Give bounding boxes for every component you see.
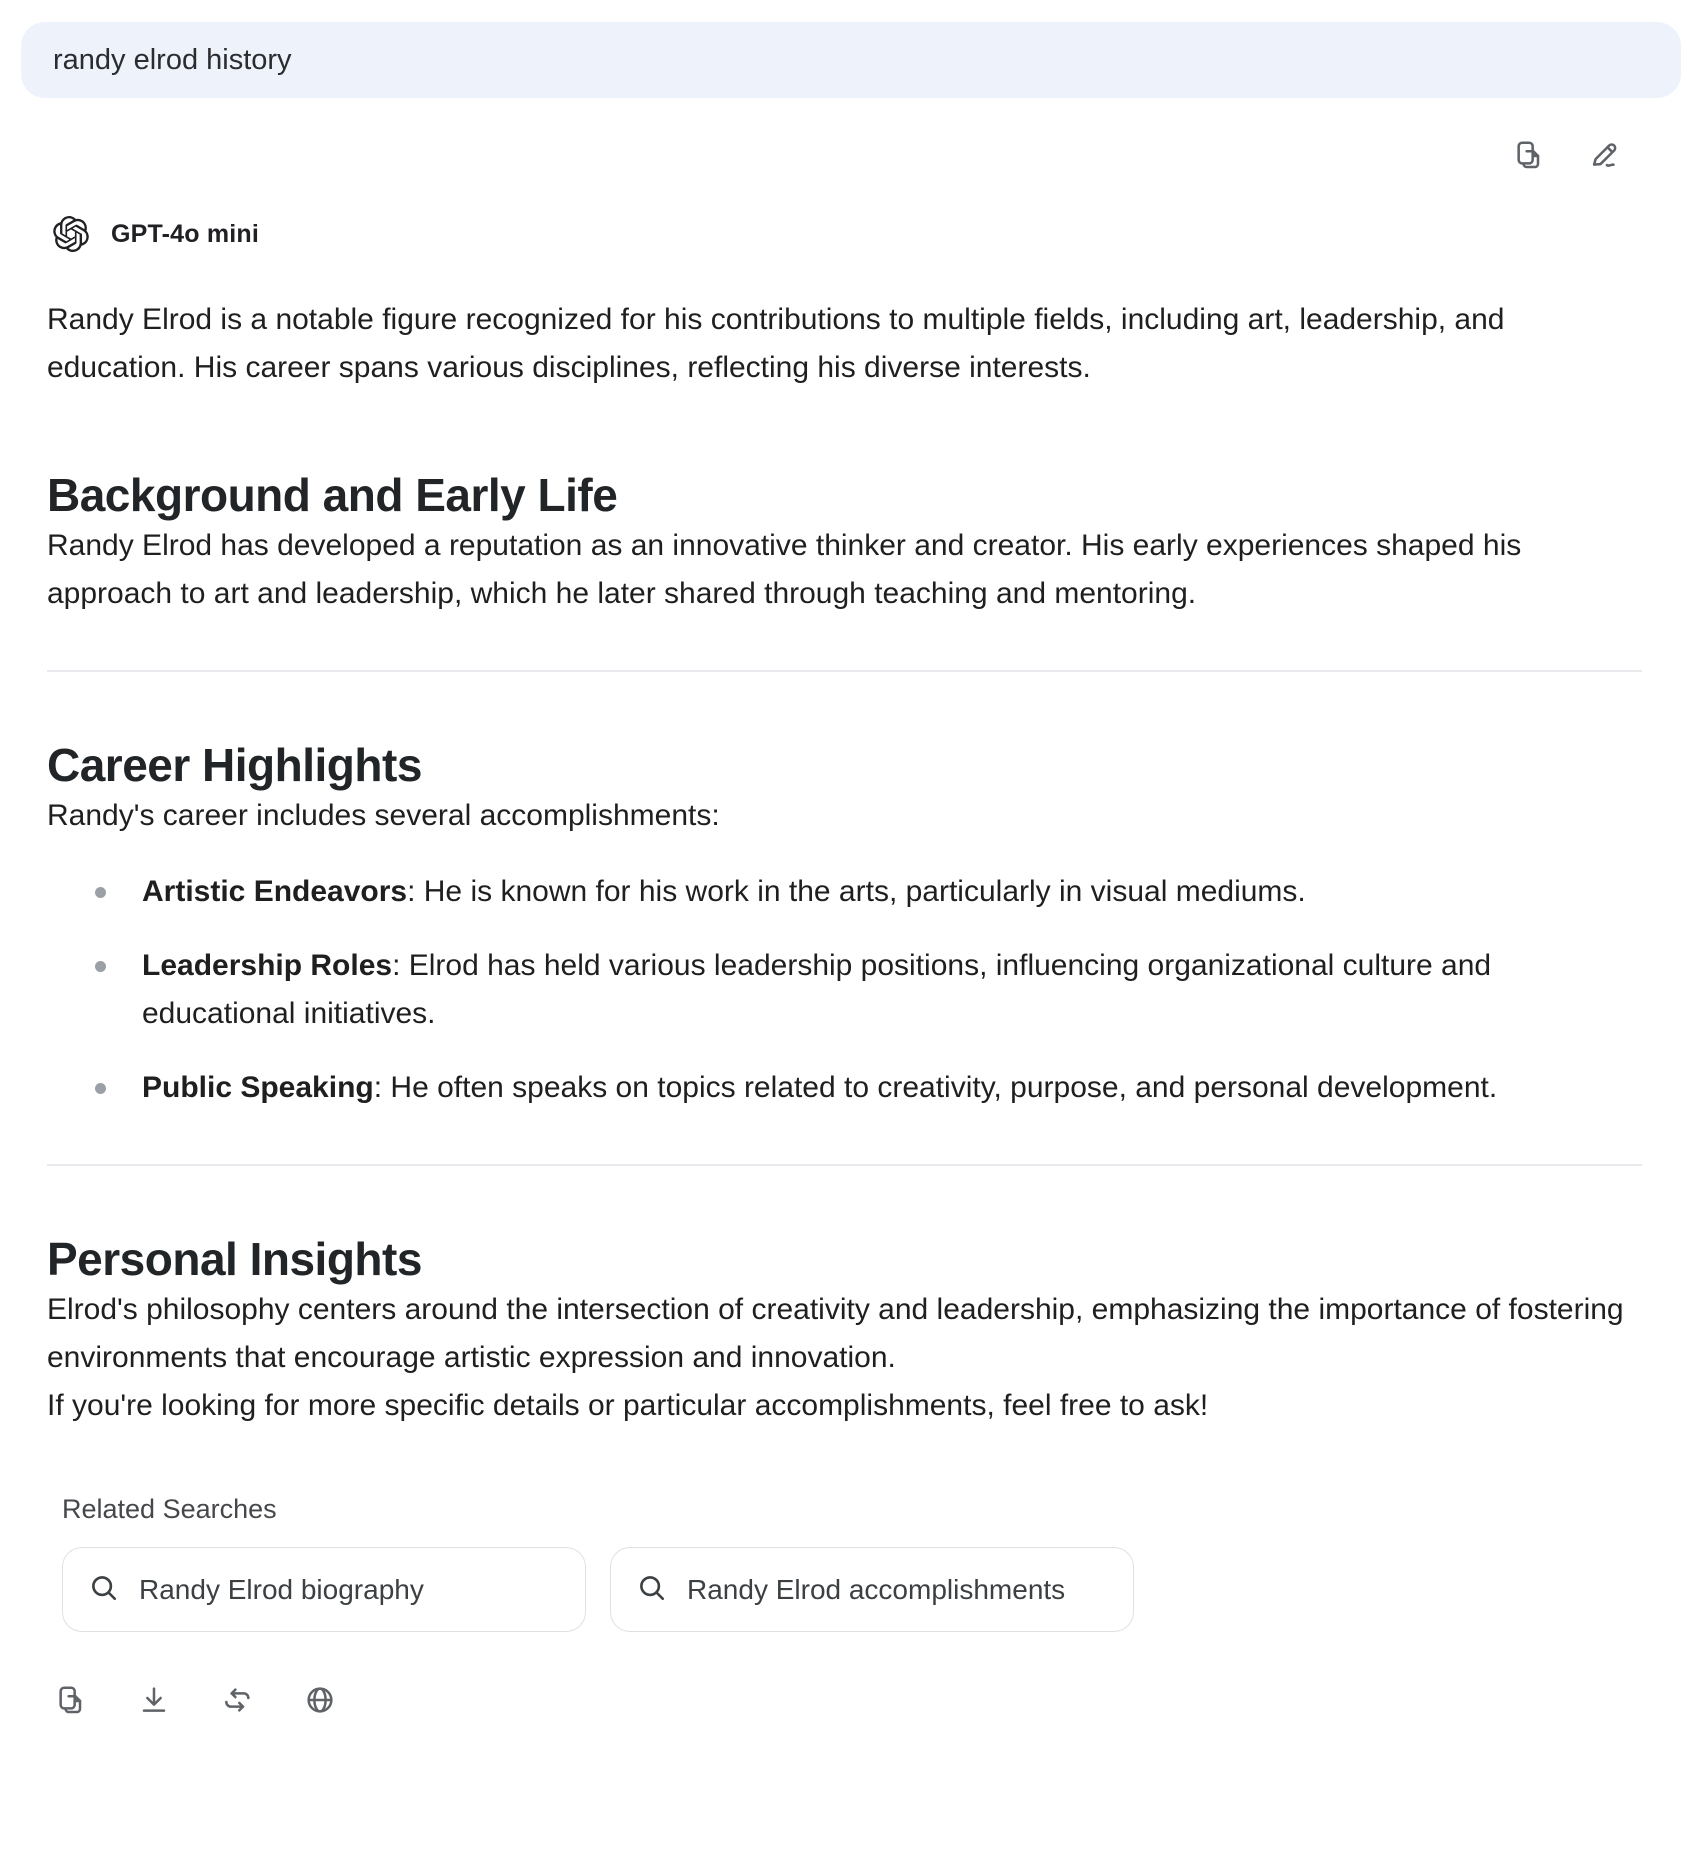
download-icon — [138, 1704, 170, 1719]
intro-paragraph: Randy Elrod is a notable figure recognized for his contributions to multiple fields, including art, leadership, and education. His career spans various disciplines, reflecting his diverse interests. — [47, 303, 1505, 384]
model-name: GPT-4o mini — [111, 219, 260, 248]
career-bullet-list — [47, 868, 1642, 1112]
section-heading-insights: Personal Insights — [47, 1233, 422, 1285]
globe-icon — [304, 1704, 336, 1719]
download-button[interactable] — [138, 1684, 170, 1716]
list-item — [47, 942, 1642, 1038]
regenerate-button[interactable] — [220, 1684, 254, 1716]
search-icon — [637, 1573, 667, 1606]
related-search-chip-biography[interactable] — [62, 1547, 586, 1632]
related-searches-label: Related Searches — [62, 1494, 277, 1524]
closing-paragraph: If you're looking for more specific details or particular accomplishments, feel free to ask! — [47, 1389, 1209, 1422]
section-heading-career: Career Highlights — [47, 739, 422, 791]
copy-response-button[interactable] — [56, 1684, 88, 1716]
career-lead: Randy's career includes several accomplishments: — [47, 799, 720, 832]
list-item — [47, 1064, 1642, 1112]
edit-icon — [1588, 159, 1620, 174]
chip-label: Randy Elrod biography — [139, 1573, 424, 1605]
bullet-label: Artistic Endeavors — [142, 875, 408, 908]
related-searches — [62, 1494, 1702, 1632]
bullet-text: : He is known for his work in the arts, particularly in visual mediums. — [407, 875, 1306, 908]
repeat-icon — [220, 1704, 254, 1719]
copy-icon — [56, 1704, 88, 1719]
list-item — [47, 868, 1642, 916]
bullet-text: : He often speaks on topics related to creativity, purpose, and personal development. — [373, 1071, 1498, 1104]
edit-button[interactable] — [1588, 138, 1620, 172]
insights-paragraph: Elrod's philosophy centers around the intersection of creativity and leadership, emphasizing the importance of fostering environments that encourage artistic expression and innovation. — [47, 1293, 1624, 1374]
web-search-button[interactable] — [304, 1684, 336, 1716]
section-divider — [47, 670, 1642, 672]
chip-label: Randy Elrod accomplishments — [687, 1573, 1066, 1605]
copy-icon — [1514, 159, 1546, 174]
openai-logo-icon — [53, 216, 89, 252]
related-search-chips — [62, 1547, 1702, 1632]
assistant-response — [47, 296, 1642, 1430]
bullet-label: Leadership Roles — [142, 949, 393, 982]
user-query-bubble — [21, 22, 1681, 98]
related-search-chip-accomplishments[interactable] — [610, 1547, 1134, 1632]
user-query-text: randy elrod history — [53, 43, 292, 76]
background-paragraph: Randy Elrod has developed a reputation as an innovative thinker and creator. His early experiences shaped his approach to art and leadership, which he later shared through teaching and mentoring. — [47, 529, 1522, 610]
search-icon — [89, 1573, 119, 1606]
bullet-label: Public Speaking — [142, 1071, 374, 1104]
response-actions — [56, 1684, 1702, 1716]
bullet-text: : Elrod has held various leadership positions, influencing organizational culture and educational initiatives. — [142, 949, 1492, 1030]
section-heading-background: Background and Early Life — [47, 469, 618, 521]
copy-button[interactable] — [1514, 138, 1546, 172]
message-actions — [0, 138, 1620, 172]
model-row — [53, 216, 1702, 252]
section-divider — [47, 1164, 1642, 1166]
